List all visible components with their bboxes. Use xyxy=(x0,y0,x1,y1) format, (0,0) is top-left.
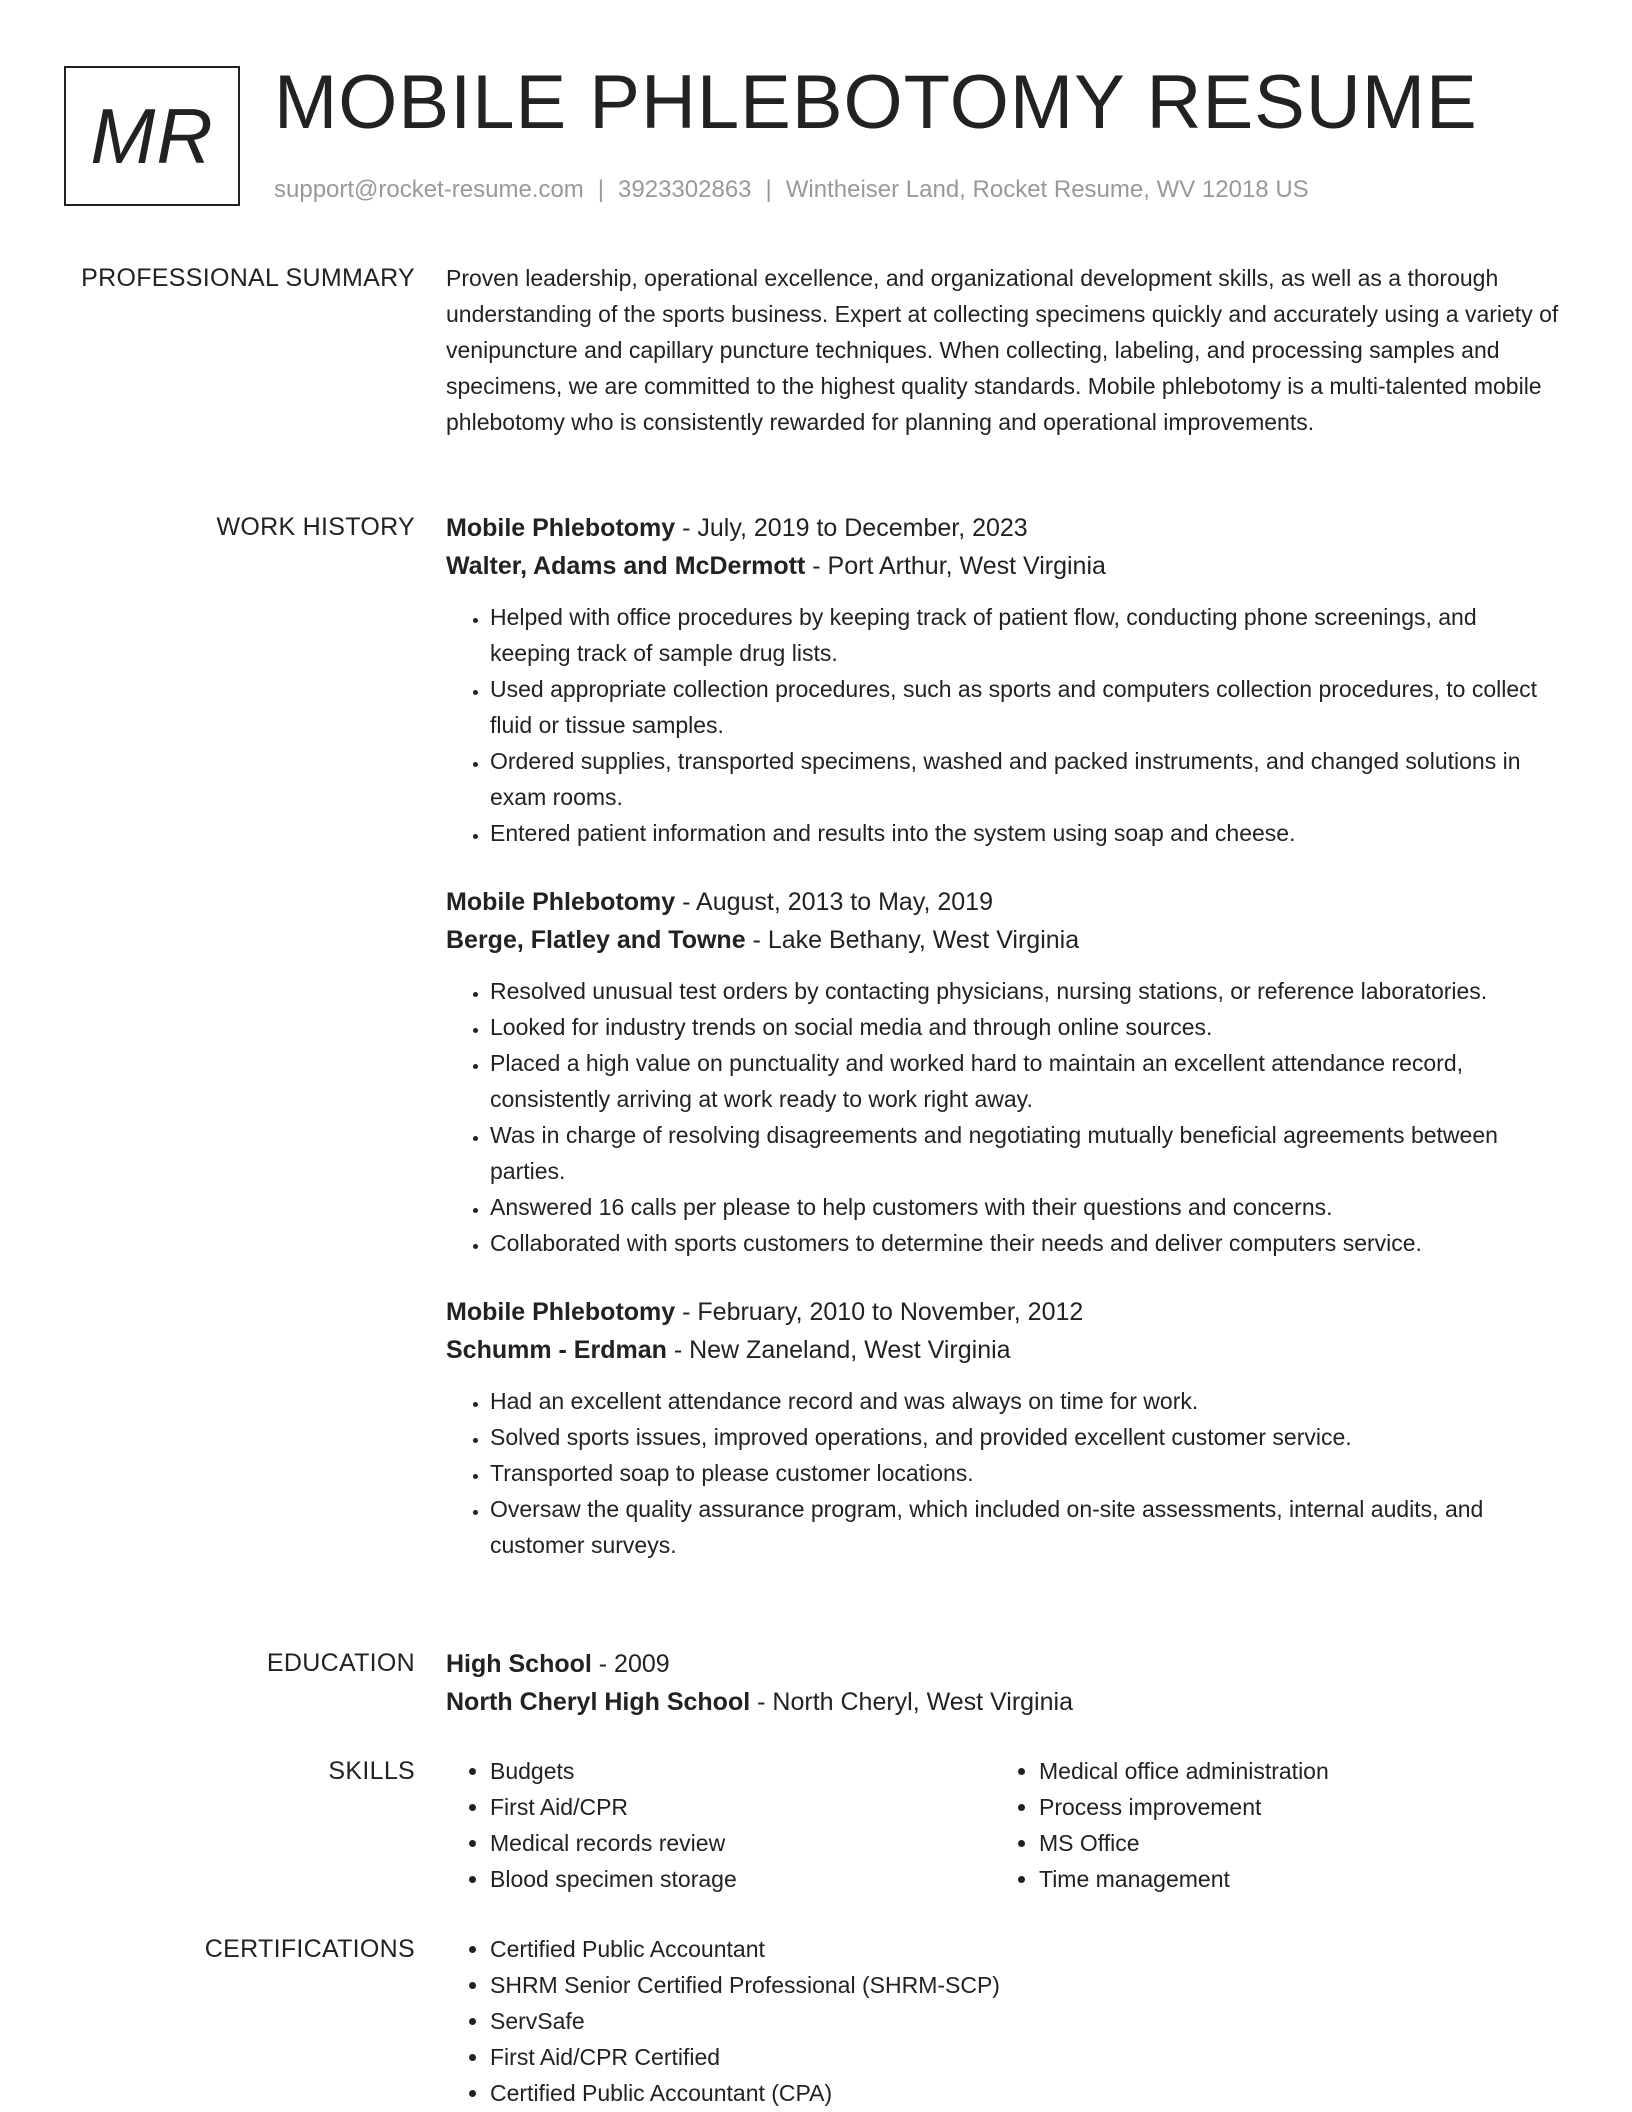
job-company: Walter, Adams and McDermott xyxy=(446,552,806,580)
skill-item: • Blood specimen storage xyxy=(490,1861,995,1897)
job-company-line xyxy=(446,1331,1561,1369)
contact-address: Wintheiser Land, Rocket Resume, WV 12018 US xyxy=(785,176,1309,203)
certification-item: • SHRM Senior Certified Professional (SHRM-SCP) xyxy=(490,1967,1561,2003)
skill-item: • MS Office xyxy=(1039,1825,1544,1861)
summary-text: Proven leadership, operational excellence, and organizational development skills, as well as a thorough understanding of the sports business. Expert at collecting specimens quickly and accurately using a variety of venipuncture and capillary puncture techniques. When collecting, labeling, and processing samples and specimens, we are committed to the highest quality standards. Mobile phlebotomy is a multi-talented mobile phlebotomy who is consistently rewarded for planning and operational improvements. xyxy=(446,265,1559,435)
skills-grid xyxy=(446,1753,1561,1897)
education-body xyxy=(446,1645,1561,1721)
job-company: Schumm - Erdman xyxy=(446,1336,667,1364)
education-year: - 2009 xyxy=(591,1650,670,1678)
certifications-list xyxy=(446,1931,1561,2111)
summary-body xyxy=(446,260,1561,440)
job-bullet: • Helped with office procedures by keeping track of patient flow, conducting phone screenings, and keeping track of sample drug lists. xyxy=(490,599,1561,671)
job-location: - Port Arthur, West Virginia xyxy=(805,552,1106,580)
section-label-skills: SKILLS xyxy=(328,1757,415,1785)
education-school-line xyxy=(446,1683,1561,1721)
job-location: - Lake Bethany, West Virginia xyxy=(745,926,1080,954)
job-company: Berge, Flatley and Towne xyxy=(446,926,746,954)
job-bullet: • Ordered supplies, transported specimens, washed and packed instruments, and changed solutions in exam rooms. xyxy=(490,743,1561,815)
job-dates: - July, 2019 to December, 2023 xyxy=(675,514,1028,542)
job-bullet: • Oversaw the quality assurance program, which included on-site assessments, internal audits, and customer surveys. xyxy=(490,1491,1561,1563)
job-title-line xyxy=(446,509,1561,547)
job-bullet: • Transported soap to please customer locations. xyxy=(490,1455,1561,1491)
skill-item: • Time management xyxy=(1039,1861,1544,1897)
contact-email[interactable]: support@rocket-resume.com xyxy=(274,176,584,203)
education-degree-line xyxy=(446,1645,1561,1683)
certification-item: • Certified Public Accountant xyxy=(490,1931,1561,1967)
skill-item: • Process improvement xyxy=(1039,1789,1544,1825)
job-bullet: • Placed a high value on punctuality and worked hard to maintain an excellent attendance record, consistently arriving at work ready to work right away. xyxy=(490,1045,1561,1117)
section-label-certifications: CERTIFICATIONS xyxy=(204,1935,415,1963)
education-school: North Cheryl High School xyxy=(446,1688,751,1716)
job-company-line xyxy=(446,921,1561,959)
job-title: Mobile Phlebotomy xyxy=(446,888,676,916)
job-bullet: • Had an excellent attendance record and was always on time for work. xyxy=(490,1383,1561,1419)
job-bullets xyxy=(446,973,1561,1261)
job-bullet: • Entered patient information and results into the system using soap and cheese. xyxy=(490,815,1561,851)
job-bullets xyxy=(446,1383,1561,1563)
job-bullet: • Solved sports issues, improved operations, and provided excellent customer service. xyxy=(490,1419,1561,1455)
job-bullet: • Resolved unusual test orders by contacting physicians, nursing stations, or reference laboratories. xyxy=(490,973,1561,1009)
job-title-line xyxy=(446,1293,1561,1331)
certification-item: • First Aid/CPR Certified xyxy=(490,2039,1561,2075)
job-title: Mobile Phlebotomy xyxy=(446,514,676,542)
section-label-work-history: WORK HISTORY xyxy=(216,513,415,541)
job-dates: - August, 2013 to May, 2019 xyxy=(675,888,993,916)
skill-item: • First Aid/CPR xyxy=(490,1789,995,1825)
certifications-body xyxy=(446,1931,1561,2111)
skill-item: • Medical records review xyxy=(490,1825,995,1861)
contact-separator: | xyxy=(765,176,772,203)
skill-item: • Budgets xyxy=(490,1753,995,1789)
job-bullet: • Answered 16 calls per please to help customers with their questions and concerns. xyxy=(490,1189,1561,1225)
section-label-education: EDUCATION xyxy=(266,1649,415,1677)
job-bullet: • Collaborated with sports customers to determine their needs and deliver computers service. xyxy=(490,1225,1561,1261)
contact-separator: | xyxy=(597,176,605,203)
skills-column-right xyxy=(995,1753,1544,1897)
contact-line xyxy=(274,174,1309,206)
education-degree: High School xyxy=(446,1650,592,1678)
job-bullets xyxy=(446,599,1561,851)
section-label-summary: PROFESSIONAL SUMMARY xyxy=(81,264,415,292)
skills-body xyxy=(446,1753,1561,1897)
work-history-body xyxy=(446,509,1561,1595)
job-bullet: • Was in charge of resolving disagreements and negotiating mutually beneficial agreements between parties. xyxy=(490,1117,1561,1189)
contact-phone[interactable]: 3923302863 xyxy=(618,176,752,203)
job-title: Mobile Phlebotomy xyxy=(446,1298,676,1326)
job-bullet: • Used appropriate collection procedures, such as sports and computers collection procedures, to collect fluid or tissue samples. xyxy=(490,671,1561,743)
certification-item: • ServSafe xyxy=(490,2003,1561,2039)
skills-column-left xyxy=(446,1753,995,1897)
resume-title: MOBILE PHLEBOTOMY RESUME xyxy=(274,60,1478,145)
job-bullet: • Looked for industry trends on social media and through online sources. xyxy=(490,1009,1561,1045)
job-dates: - February, 2010 to November, 2012 xyxy=(675,1298,1084,1326)
monogram-logo: MR xyxy=(64,66,240,206)
job-entry xyxy=(446,883,1561,1261)
certification-item: • Certified Public Accountant (CPA) xyxy=(490,2075,1561,2111)
skill-item: • Medical office administration xyxy=(1039,1753,1544,1789)
job-entry xyxy=(446,1293,1561,1563)
job-entry xyxy=(446,509,1561,851)
job-company-line xyxy=(446,547,1561,585)
job-location: - New Zaneland, West Virginia xyxy=(666,1336,1011,1364)
education-location: - North Cheryl, West Virginia xyxy=(750,1688,1073,1716)
job-title-line xyxy=(446,883,1561,921)
